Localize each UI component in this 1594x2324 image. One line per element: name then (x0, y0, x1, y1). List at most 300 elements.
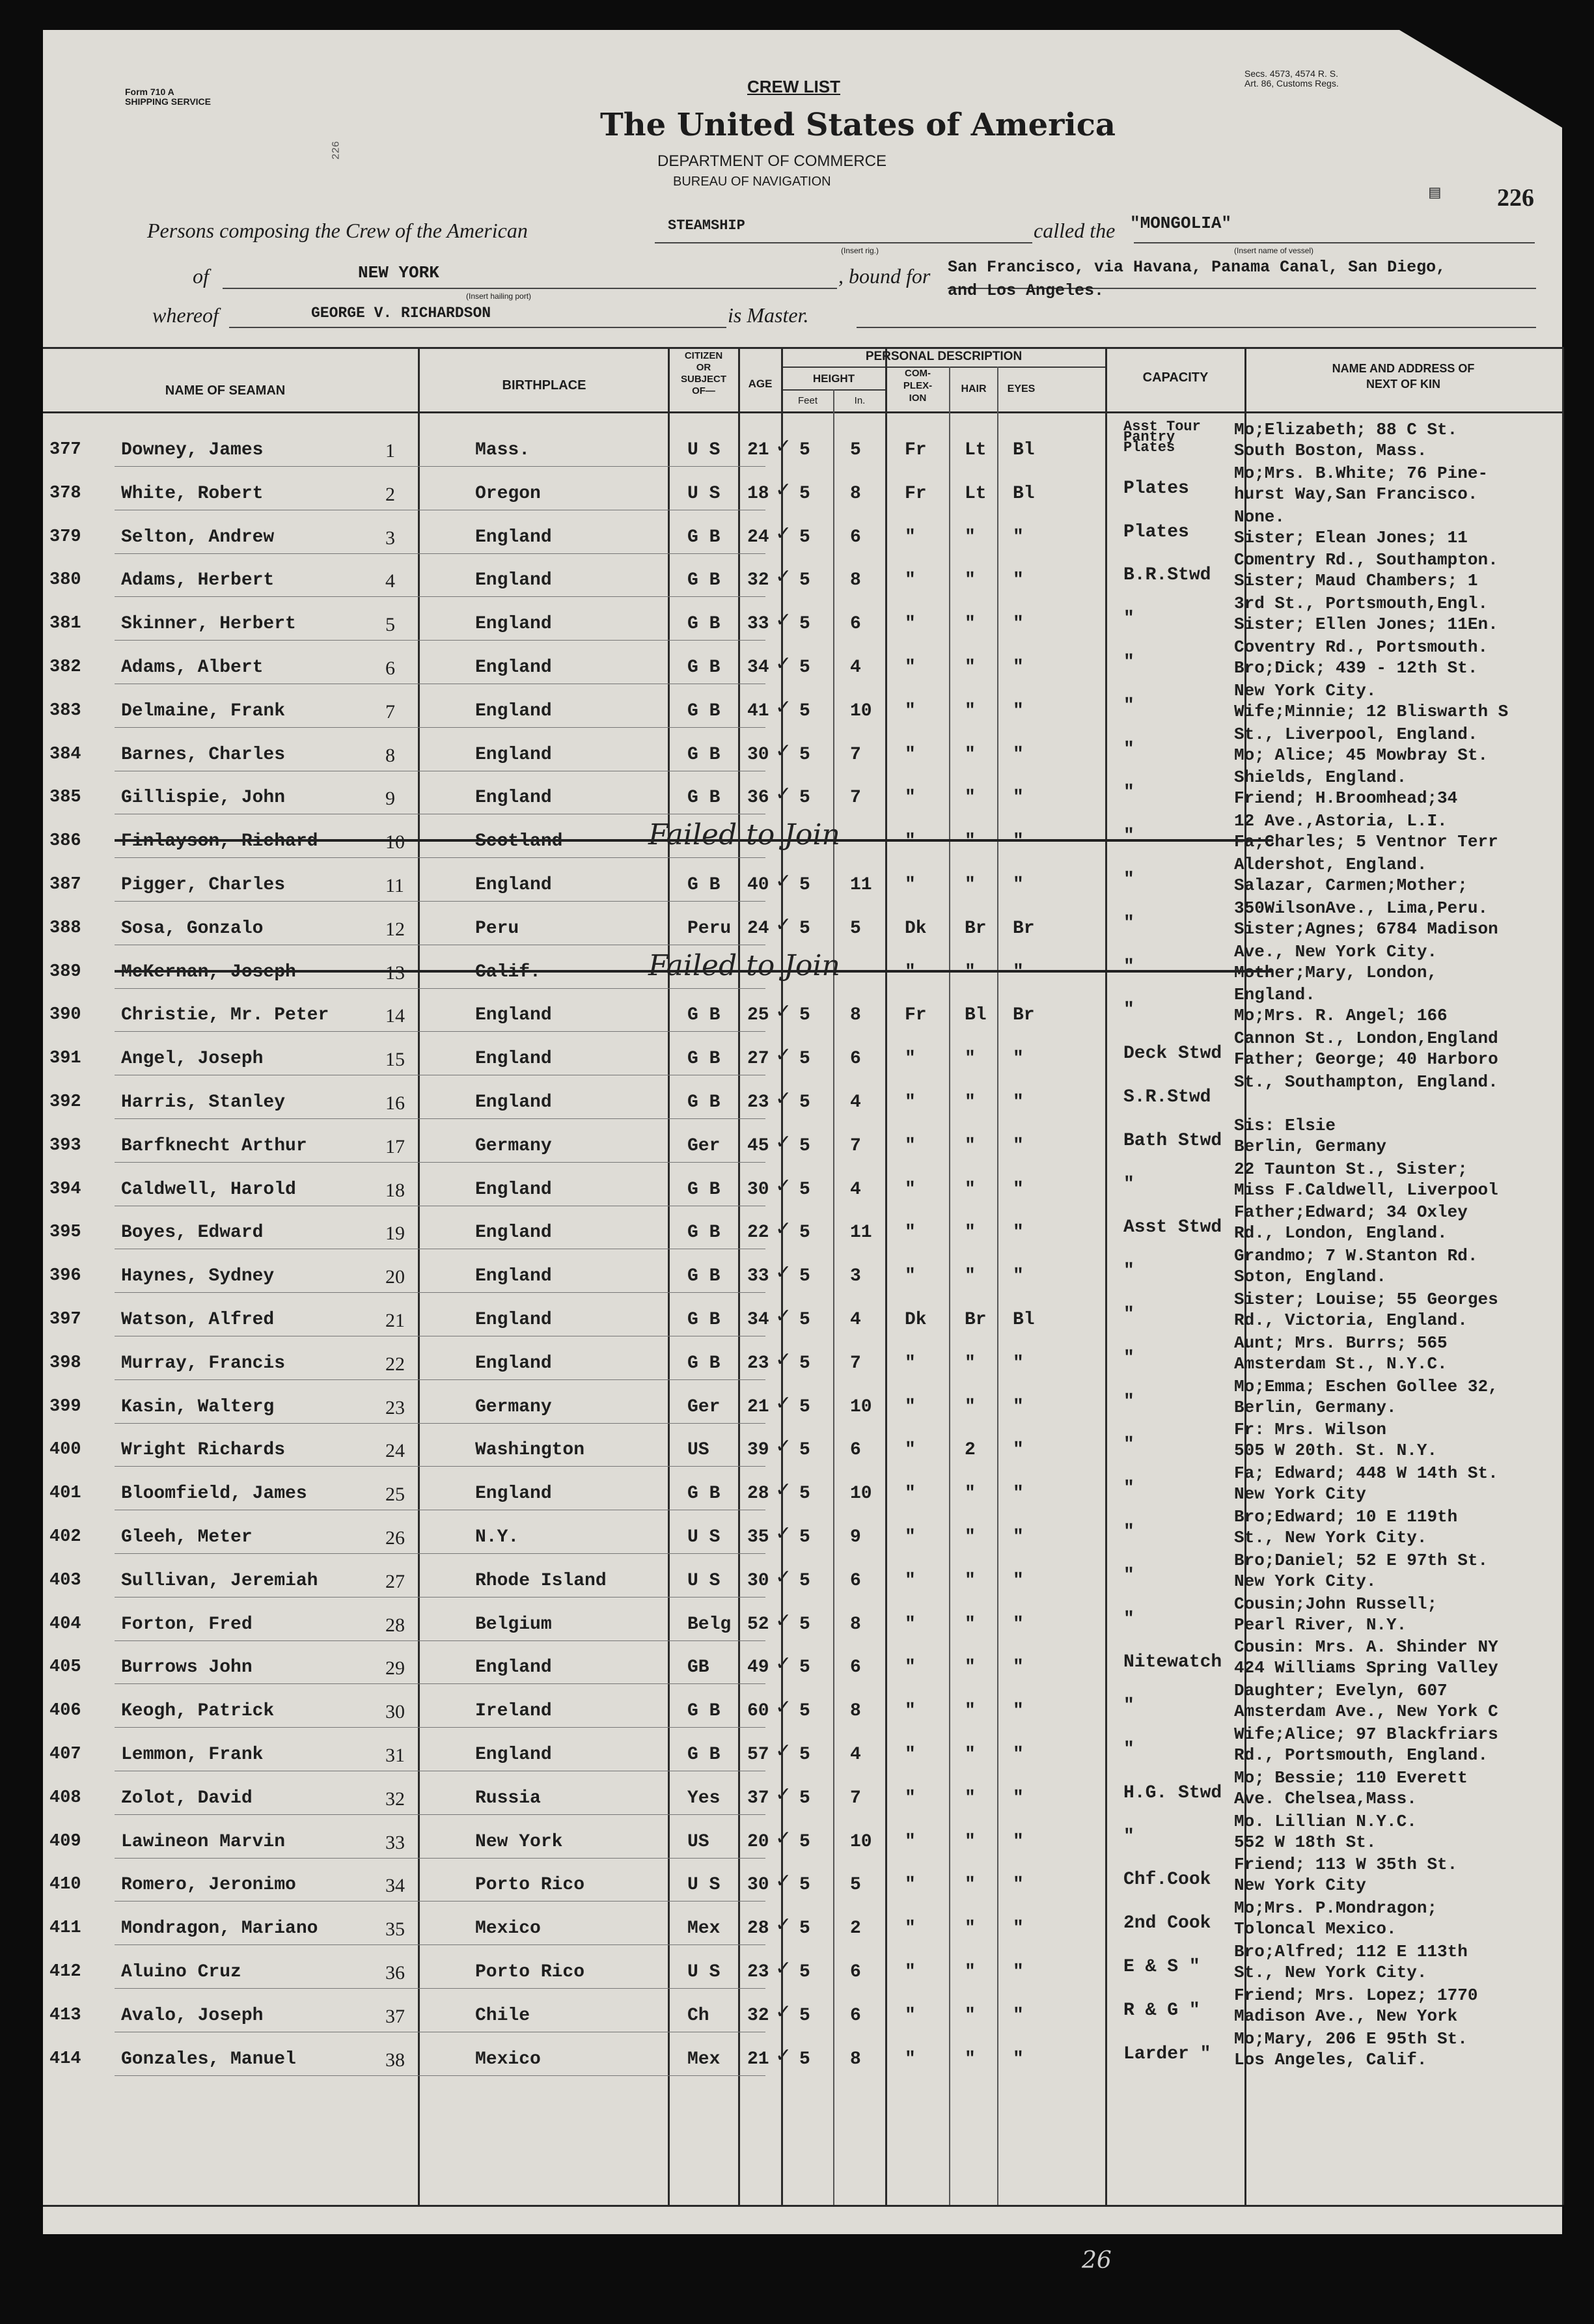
hair-color: " (965, 1918, 976, 1939)
height-feet: 5 (799, 570, 810, 591)
row-rule (115, 1901, 765, 1902)
row-rule (115, 1292, 765, 1293)
seaman-capacity: Plates (1123, 521, 1189, 542)
row-rule (115, 596, 765, 597)
next-of-kin (1234, 549, 1560, 591)
complexion: Fr (905, 483, 927, 504)
eye-color: " (1013, 1918, 1024, 1939)
next-of-kin-line: None. (1234, 506, 1285, 527)
seaman-number: 7 (385, 700, 395, 723)
check-mark-icon: ✓ (775, 1652, 792, 1676)
height-feet: 5 (799, 1223, 810, 1243)
seaman-capacity: " (1123, 1696, 1134, 1717)
height-inches: 9 (850, 1527, 861, 1547)
eye-color: Br (1013, 1005, 1035, 1026)
seaman-birthplace: England (475, 1484, 552, 1504)
check-mark-icon: ✓ (775, 1044, 792, 1067)
next-of-kin (1234, 2028, 1560, 2070)
next-of-kin-line: 552 W 18th St. (1234, 1832, 1377, 1852)
seaman-citizen: US (687, 1440, 709, 1461)
seaman-capacity: " (1123, 1826, 1134, 1847)
next-of-kin (1234, 1550, 1560, 1592)
height-feet: 5 (799, 1440, 810, 1461)
seaman-name: Sosa, Gonzalo (121, 918, 264, 939)
seaman-capacity: " (1123, 1174, 1134, 1195)
seaman-number: 9 (385, 788, 395, 810)
check-mark-icon: ✓ (775, 609, 792, 632)
height-feet: 5 (799, 1527, 810, 1547)
row-rule (115, 901, 765, 902)
next-of-kin-line: 350WilsonAve., Lima,Peru. (1234, 898, 1489, 918)
eye-color: " (1013, 1440, 1024, 1461)
seaman-age: 39 (747, 1440, 769, 1461)
seaman-birthplace: Belgium (475, 1614, 552, 1635)
eye-color: " (1013, 788, 1024, 809)
seaman-birthplace: England (475, 570, 552, 591)
seaman-birthplace: Mexico (475, 1918, 541, 1939)
header-inches: In. (854, 395, 866, 406)
hair-color: " (965, 1049, 976, 1070)
next-of-kin (1234, 463, 1560, 505)
check-mark-icon: ✓ (775, 1826, 792, 1849)
eye-color: " (1013, 1831, 1024, 1852)
next-of-kin-line: Berlin, Germany (1234, 1136, 1387, 1156)
row-rule (115, 727, 765, 728)
header-height: HEIGHT (812, 372, 855, 385)
next-of-kin (1234, 1202, 1560, 1243)
row-rule (115, 988, 765, 989)
seaman-number: 38 (385, 2049, 405, 2071)
next-of-kin-line: Los Angeles, Calif. (1234, 2049, 1427, 2069)
next-of-kin (1234, 1463, 1560, 1504)
seaman-number: 3 (385, 527, 395, 549)
height-inches: 11 (850, 875, 872, 895)
seaman-id: 381 (49, 614, 81, 634)
next-of-kin-line: Friend; Mrs. Lopez; 1770 (1234, 1985, 1478, 2005)
seaman-age: 57 (747, 1745, 769, 1765)
seaman-name: Murray, Francis (121, 1353, 286, 1374)
seaman-birthplace: England (475, 875, 552, 895)
height-inches: 4 (850, 657, 861, 678)
seaman-id: 393 (49, 1135, 81, 1155)
vessel-rig: STEAMSHIP (668, 217, 745, 234)
height-inches: 6 (850, 1962, 861, 1982)
seaman-number: 4 (385, 570, 395, 592)
next-of-kin-line: Mo; Bessie; 110 Everett (1234, 1767, 1468, 1788)
next-of-kin-line: Shields, England. (1234, 768, 1407, 788)
seaman-age: 45 (747, 1135, 769, 1156)
complexion: " (905, 1266, 916, 1287)
check-mark-icon: ✓ (775, 1261, 792, 1284)
complexion: " (905, 2005, 916, 2026)
next-of-kin-line: Wife;Minnie; 12 Bliswarth S (1234, 701, 1509, 721)
complexion: " (905, 700, 916, 721)
seaman-citizen: G B (687, 570, 721, 591)
seaman-birthplace: England (475, 1266, 552, 1287)
eye-color: " (1013, 1353, 1024, 1374)
next-of-kin-line: New York City. (1234, 1571, 1377, 1591)
failed-to-join-note: Failed to Join (648, 818, 840, 852)
next-of-kin-line: Bro;Daniel; 52 E 97th St. (1234, 1550, 1489, 1570)
seaman-citizen: GB (687, 1657, 709, 1678)
seaman-age: 21 (747, 1396, 769, 1417)
row-rule (115, 1466, 765, 1467)
check-mark-icon: ✓ (775, 1174, 792, 1197)
height-feet: 5 (799, 1179, 810, 1200)
row-rule (115, 1988, 765, 1989)
vessel-hint: (Insert name of vessel) (1234, 246, 1314, 255)
next-of-kin (1234, 941, 1560, 983)
hair-color: " (965, 527, 976, 547)
check-mark-icon: ✓ (775, 782, 792, 806)
next-of-kin-line: Friend; H.Broomhead;34 (1234, 788, 1458, 809)
complexion: " (905, 1527, 916, 1547)
seaman-birthplace: New York (475, 1831, 563, 1852)
hair-color: " (965, 1092, 976, 1113)
seaman-id: 413 (49, 2005, 81, 2025)
seaman-name: Haynes, Sydney (121, 1266, 275, 1287)
seaman-capacity: " (1123, 1435, 1134, 1456)
height-inches: 8 (850, 483, 861, 504)
seaman-citizen: U S (687, 483, 721, 504)
hair-color: " (965, 657, 976, 678)
height-feet: 5 (799, 440, 810, 460)
height-feet: 5 (799, 1918, 810, 1939)
document-title: The United States of America (600, 107, 1116, 143)
hair-color: " (965, 1223, 976, 1243)
header-citizen: CITIZEN OR SUBJECT OF— (680, 350, 726, 396)
seaman-capacity: Asst Stwd (1123, 1217, 1222, 1238)
height-inches: 2 (850, 1918, 861, 1939)
height-inches: 4 (850, 1310, 861, 1330)
seaman-age: 21 (747, 440, 769, 460)
seaman-birthplace: England (475, 788, 552, 809)
next-of-kin-line: Toloncal Mexico. (1234, 1919, 1397, 1939)
next-of-kin-line: Mo;Mrs. B.White; 76 Pine- (1234, 463, 1489, 483)
complexion: " (905, 788, 916, 809)
seaman-birthplace: N.Y. (475, 1527, 519, 1547)
seaman-age: 30 (747, 1570, 769, 1591)
eye-color: " (1013, 1179, 1024, 1200)
seaman-citizen: U S (687, 440, 721, 460)
seaman-number: 16 (385, 1092, 405, 1114)
seaman-id: 383 (49, 700, 81, 721)
height-inches: 10 (850, 1396, 872, 1417)
next-of-kin-line: Mother;Mary, London, (1234, 962, 1438, 982)
seaman-number: 15 (385, 1049, 405, 1071)
seaman-capacity: " (1123, 652, 1134, 672)
height-feet: 5 (799, 700, 810, 721)
complexion: Fr (905, 1005, 927, 1026)
table-bottom-rule (43, 2205, 1562, 2207)
seaman-age: 34 (747, 1310, 769, 1330)
height-inches: 8 (850, 570, 861, 591)
seaman-name: Wright Richards (121, 1440, 286, 1461)
row-rule (115, 1640, 765, 1641)
height-inches: 5 (850, 918, 861, 939)
seaman-birthplace: Porto Rico (475, 1875, 585, 1896)
eye-color: " (1013, 831, 1024, 852)
seaman-number: 1 (385, 440, 395, 462)
seaman-id: 394 (49, 1179, 81, 1199)
seaman-capacity: " (1123, 1478, 1134, 1499)
seaman-age: 41 (747, 700, 769, 721)
hailing-port: NEW YORK (358, 263, 439, 283)
height-feet: 5 (799, 1831, 810, 1852)
height-feet: 5 (799, 1484, 810, 1504)
height-inches: 4 (850, 1745, 861, 1765)
eye-color: " (1013, 1092, 1024, 1113)
height-feet: 5 (799, 1745, 810, 1765)
eye-color: Bl (1013, 1310, 1035, 1330)
port-hint: (Insert hailing port) (466, 292, 532, 301)
seaman-citizen: G B (687, 744, 721, 765)
seaman-name: Pigger, Charles (121, 875, 286, 895)
next-of-kin (1234, 419, 1560, 461)
small-mark-icon: ▤ (1429, 184, 1440, 204)
row-rule (115, 1031, 765, 1032)
seaman-id: 411 (49, 1918, 81, 1939)
seaman-birthplace: England (475, 1092, 552, 1113)
department: DEPARTMENT OF COMMERCE (657, 152, 887, 170)
row-rule (115, 1162, 765, 1163)
next-of-kin-line: Mo;Mrs. R. Angel; 166 (1234, 1006, 1448, 1026)
seaman-id: 379 (49, 527, 81, 547)
seaman-citizen: G B (687, 1310, 721, 1330)
next-of-kin (1234, 637, 1560, 678)
hair-color: " (965, 1570, 976, 1591)
seaman-birthplace: England (475, 1745, 552, 1765)
next-of-kin-line: Sister;Agnes; 6784 Madison (1234, 919, 1498, 939)
hair-color: " (965, 614, 976, 635)
seaman-id: 407 (49, 1745, 81, 1764)
failed-to-join-note: Failed to Join (648, 948, 840, 982)
rig-underline (655, 242, 1032, 243)
seaman-birthplace: Peru (475, 918, 519, 939)
row-rule (115, 640, 765, 641)
next-of-kin-line: Ave., New York City. (1234, 941, 1438, 961)
seaman-name: Skinner, Herbert (121, 614, 296, 635)
seaman-name: Zolot, David (121, 1788, 253, 1808)
next-of-kin-line: St., Liverpool, England. (1234, 724, 1478, 744)
seaman-citizen: G B (687, 1223, 721, 1243)
next-of-kin (1234, 1985, 1560, 2027)
seaman-name: Burrows John (121, 1657, 253, 1678)
seaman-birthplace: England (475, 1657, 552, 1678)
next-of-kin-line: Bro;Alfred; 112 E 113th (1234, 1942, 1468, 1961)
check-mark-icon: ✓ (775, 1000, 792, 1023)
seaman-id: 395 (49, 1223, 81, 1243)
next-of-kin-line: hurst Way,San Francisco. (1234, 484, 1478, 504)
complexion: " (905, 744, 916, 765)
next-of-kin-line: Aunt; Mrs. Burrs; 565 (1234, 1333, 1448, 1353)
seaman-birthplace: England (475, 1179, 552, 1200)
next-of-kin-line: Sister; Ellen Jones; 11En. (1234, 615, 1498, 635)
destination-line-1: San Francisco, via Havana, Panama Canal, San Diego, (948, 258, 1446, 277)
seaman-capacity: " (1123, 1261, 1134, 1282)
next-of-kin-line: Cousin;John Russell; (1234, 1594, 1438, 1614)
height-inches: 4 (850, 1092, 861, 1113)
seaman-citizen: US (687, 1831, 709, 1852)
seaman-id: 387 (49, 875, 81, 894)
header-name: NAME OF SEAMAN (165, 383, 286, 398)
hair-color: " (965, 1179, 976, 1200)
seaman-id: 397 (49, 1310, 81, 1329)
seaman-capacity: Deck Stwd (1123, 1044, 1222, 1064)
seaman-number: 23 (385, 1396, 405, 1418)
seaman-capacity: " (1123, 1391, 1134, 1412)
seaman-id: 409 (49, 1831, 81, 1851)
seaman-capacity: B.R.Stwd (1123, 565, 1211, 586)
height-inches: 7 (850, 744, 861, 765)
seaman-age: 23 (747, 1353, 769, 1374)
height-feet: 5 (799, 1875, 810, 1896)
seaman-citizen: G B (687, 1049, 721, 1070)
next-of-kin (1234, 1506, 1560, 1548)
seaman-id: 400 (49, 1440, 81, 1460)
is-master-label: is Master. (728, 303, 809, 327)
check-mark-icon: ✓ (775, 1087, 792, 1110)
next-of-kin-line: England. (1234, 985, 1315, 1005)
eye-color: " (1013, 961, 1024, 982)
seaman-age: 40 (747, 875, 769, 895)
next-of-kin (1234, 854, 1560, 896)
row-rule (115, 1944, 765, 1945)
height-feet: 5 (799, 788, 810, 809)
seaman-id: 386 (49, 831, 81, 851)
seaman-number: 27 (385, 1570, 405, 1592)
next-of-kin (1234, 1289, 1560, 1331)
next-of-kin-line: Amsterdam Ave., New York C (1234, 1702, 1498, 1722)
seaman-citizen: U S (687, 1962, 721, 1982)
seaman-name: Caldwell, Harold (121, 1179, 296, 1200)
height-inches: 4 (850, 1179, 861, 1200)
seaman-citizen: G B (687, 614, 721, 635)
seaman-birthplace: Mass. (475, 440, 530, 460)
seaman-citizen: U S (687, 1527, 721, 1547)
seaman-name: Selton, Andrew (121, 527, 275, 547)
seaman-name: Christie, Mr. Peter (121, 1005, 329, 1026)
seaman-age: 21 (747, 2049, 769, 2069)
seaman-age: 25 (747, 1005, 769, 1026)
hair-color: " (965, 1484, 976, 1504)
seaman-age: 32 (747, 2005, 769, 2026)
master-underline (229, 327, 726, 328)
seaman-birthplace: England (475, 700, 552, 721)
seaman-name: Harris, Stanley (121, 1092, 286, 1113)
regulation-stamp: Secs. 4573, 4574 R. S. Art. 86, Customs Regs. (1244, 68, 1339, 89)
eye-color: " (1013, 1484, 1024, 1504)
seaman-name: Sullivan, Jeremiah (121, 1570, 318, 1591)
seaman-number: 14 (385, 1005, 405, 1027)
seaman-capacity: " (1123, 695, 1134, 716)
vessel-underline (1134, 242, 1535, 243)
seaman-name: Delmaine, Frank (121, 700, 286, 721)
bound-for-label: , bound for (838, 264, 931, 288)
seaman-citizen: U S (687, 1570, 721, 1591)
next-of-kin (1234, 1072, 1560, 1092)
eye-color: " (1013, 614, 1024, 635)
hair-color: " (965, 744, 976, 765)
bottom-scrawl: 26 (1082, 2247, 1112, 2274)
hair-color: " (965, 1527, 976, 1547)
next-of-kin-line: Sis: Elsie (1234, 1115, 1336, 1135)
check-mark-icon: ✓ (775, 1739, 792, 1762)
rig-hint: (Insert rig.) (841, 246, 879, 255)
check-mark-icon: ✓ (775, 521, 792, 545)
seaman-capacity: " (1123, 782, 1134, 803)
seaman-capacity: Nitewatch (1123, 1652, 1222, 1673)
seaman-birthplace: Scotland (475, 831, 563, 852)
seaman-birthplace: England (475, 614, 552, 635)
next-of-kin-line: Grandmo; 7 W.Stanton Rd. (1234, 1246, 1478, 1266)
seaman-age: 60 (747, 1701, 769, 1722)
seaman-number: 10 (385, 831, 405, 853)
check-mark-icon: ✓ (775, 435, 792, 458)
form-stamp: Form 710 A SHIPPING SERVICE (125, 87, 212, 107)
seaman-age: 36 (747, 788, 769, 809)
seaman-id: 398 (49, 1353, 81, 1373)
seaman-birthplace: Oregon (475, 483, 541, 504)
next-of-kin-line: Fa;Charles; 5 Ventnor Terr (1234, 832, 1498, 852)
side-mark: 226 (330, 141, 342, 160)
next-of-kin-line: Mo;Mrs. P.Mondragon; (1234, 1898, 1438, 1918)
eye-color: " (1013, 657, 1024, 678)
seaman-number: 13 (385, 961, 405, 984)
complexion: " (905, 2049, 916, 2069)
row-rule (115, 466, 765, 467)
header-complexion: COM- PLEX- ION (903, 368, 933, 404)
row-rule (115, 2075, 765, 2076)
seaman-id: 410 (49, 1875, 81, 1895)
row-rule (115, 857, 765, 858)
seaman-citizen: G B (687, 1745, 721, 1765)
seaman-number: 17 (385, 1135, 405, 1157)
seaman-id: 402 (49, 1527, 81, 1547)
next-of-kin (1234, 1898, 1560, 1939)
seaman-name: Angel, Joseph (121, 1049, 264, 1070)
seaman-name: Bloomfield, James (121, 1484, 307, 1504)
whereof-label: whereof (152, 303, 219, 327)
seaman-name: Adams, Herbert (121, 570, 275, 591)
complexion: " (905, 1353, 916, 1374)
seaman-number: 6 (385, 657, 395, 679)
next-of-kin (1234, 898, 1560, 939)
seaman-name: Mondragon, Mariano (121, 1918, 318, 1939)
check-mark-icon: ✓ (775, 1478, 792, 1502)
check-mark-icon: ✓ (775, 739, 792, 762)
seaman-number: 25 (385, 1484, 405, 1506)
complexion: " (905, 657, 916, 678)
next-of-kin-line: Rd., Victoria, England. (1234, 1310, 1468, 1330)
seaman-id: 408 (49, 1788, 81, 1808)
next-of-kin-line: Wife;Alice; 97 Blackfriars (1234, 1724, 1498, 1744)
next-of-kin (1234, 1724, 1560, 1765)
complexion: " (905, 1049, 916, 1070)
check-mark-icon: ✓ (775, 1348, 792, 1371)
complexion: " (905, 1831, 916, 1852)
row-rule (115, 1814, 765, 1815)
height-inches: 8 (850, 1614, 861, 1635)
seaman-age: 35 (747, 1527, 769, 1547)
height-feet: 5 (799, 875, 810, 895)
seaman-age: 30 (747, 1875, 769, 1896)
seaman-birthplace: Rhode Island (475, 1570, 607, 1591)
eye-color: " (1013, 2005, 1024, 2026)
seaman-id: 403 (49, 1570, 81, 1590)
next-of-kin-line: Miss F.Caldwell, Liverpool (1234, 1180, 1498, 1200)
seaman-age: 32 (747, 570, 769, 591)
